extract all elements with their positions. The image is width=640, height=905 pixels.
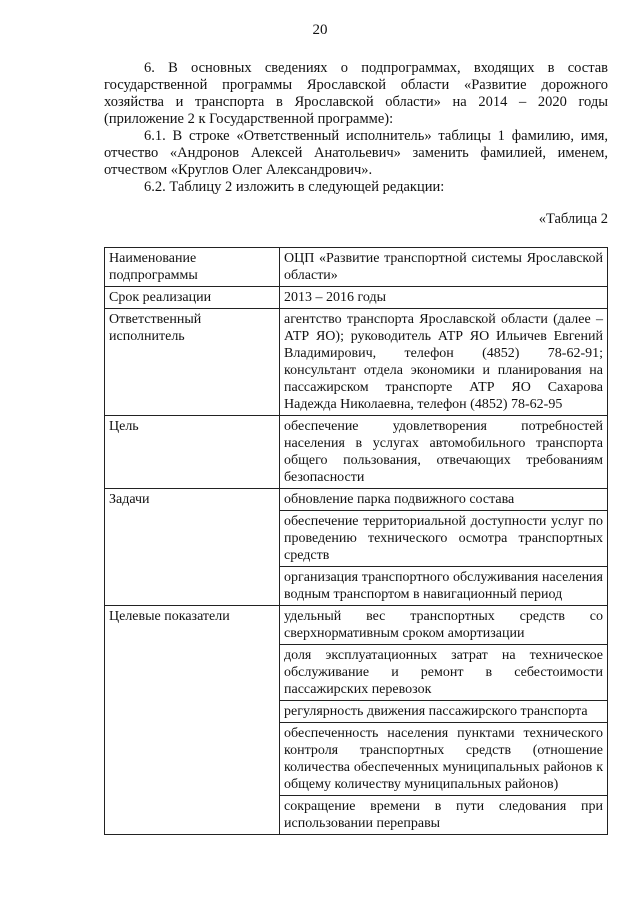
table-cell-value: агентство транспорта Ярославской области (далее – АТР ЯО); руководитель АТР ЯО Ильичев Евгений Владимирович, телефон (4852) 78-62-91; консультант отдела экономики и планирования на пассажирском транспорте АТР ЯО Сахарова Надежда Николаевна, телефон (4852) 78-62-95	[280, 309, 608, 416]
page-number: 20	[312, 22, 328, 38]
table-cell-value: 2013 – 2016 годы	[280, 287, 608, 309]
table-cell-value: обеспечение удовлетворения потребностей населения в услугах автомобильного транспорта общего пользования, отвечающих требованиям безопасности	[280, 416, 608, 489]
table-cell-value: регулярность движения пассажирского транспорта	[280, 701, 608, 723]
subprogram-table	[104, 247, 608, 835]
table-cell-value: организация транспортного обслуживания населения водным транспортом в навигационный период	[280, 567, 608, 606]
paragraph-6: 6. В основных сведениях о подпрограммах, входящих в состав государственной программы Ярославской области «Развитие дорожного хозяйства и транспорта в Ярославской области» на 2014 – 2020 годы (приложение 2 к Государственной программе):	[104, 60, 608, 127]
table-cell-value: обновление парка подвижного состава	[280, 489, 608, 511]
table-row	[105, 489, 608, 511]
table-cell-value: удельный вес транспортных средств со сверхнормативным сроком амортизации	[280, 606, 608, 645]
table-cell-label: Наименование подпрограммы	[105, 248, 280, 287]
table-row	[105, 287, 608, 309]
table-cell-value: сокращение времени в пути следования при использовании переправы	[280, 796, 608, 835]
table-cell-value: ОЦП «Развитие транспортной системы Ярославской области»	[280, 248, 608, 287]
paragraph-6-1: 6.1. В строке «Ответственный исполнитель» таблицы 1 фамилию, имя, отчество «Андронов Алексей Анатольевич» заменить фамилией, именем, отчеством «Круглов Олег Александрович».	[104, 128, 608, 178]
table-cell-value: доля эксплуатационных затрат на техническое обслуживание и ремонт в себестоимости пассажирских перевозок	[280, 645, 608, 701]
table-caption: «Таблица 2	[538, 211, 608, 227]
table-row	[105, 309, 608, 416]
table-cell-label: Целевые показатели	[105, 606, 280, 835]
table-cell-label: Срок реализации	[105, 287, 280, 309]
table-cell-label: Задачи	[105, 489, 280, 606]
table-row	[105, 248, 608, 287]
table-cell-label: Цель	[105, 416, 280, 489]
table-row	[105, 606, 608, 645]
paragraph-6-2: 6.2. Таблицу 2 изложить в следующей редакции:	[144, 179, 445, 195]
table-cell-value: обеспечение территориальной доступности услуг по проведению технического осмотра транспортных средств	[280, 511, 608, 567]
table-row	[105, 416, 608, 489]
table-cell-label: Ответственный исполнитель	[105, 309, 280, 416]
table-cell-value: обеспеченность населения пунктами технического контроля транспортных средств (отношение количества обеспеченных муниципальных районов к общему количеству муниципальных районов)	[280, 723, 608, 796]
